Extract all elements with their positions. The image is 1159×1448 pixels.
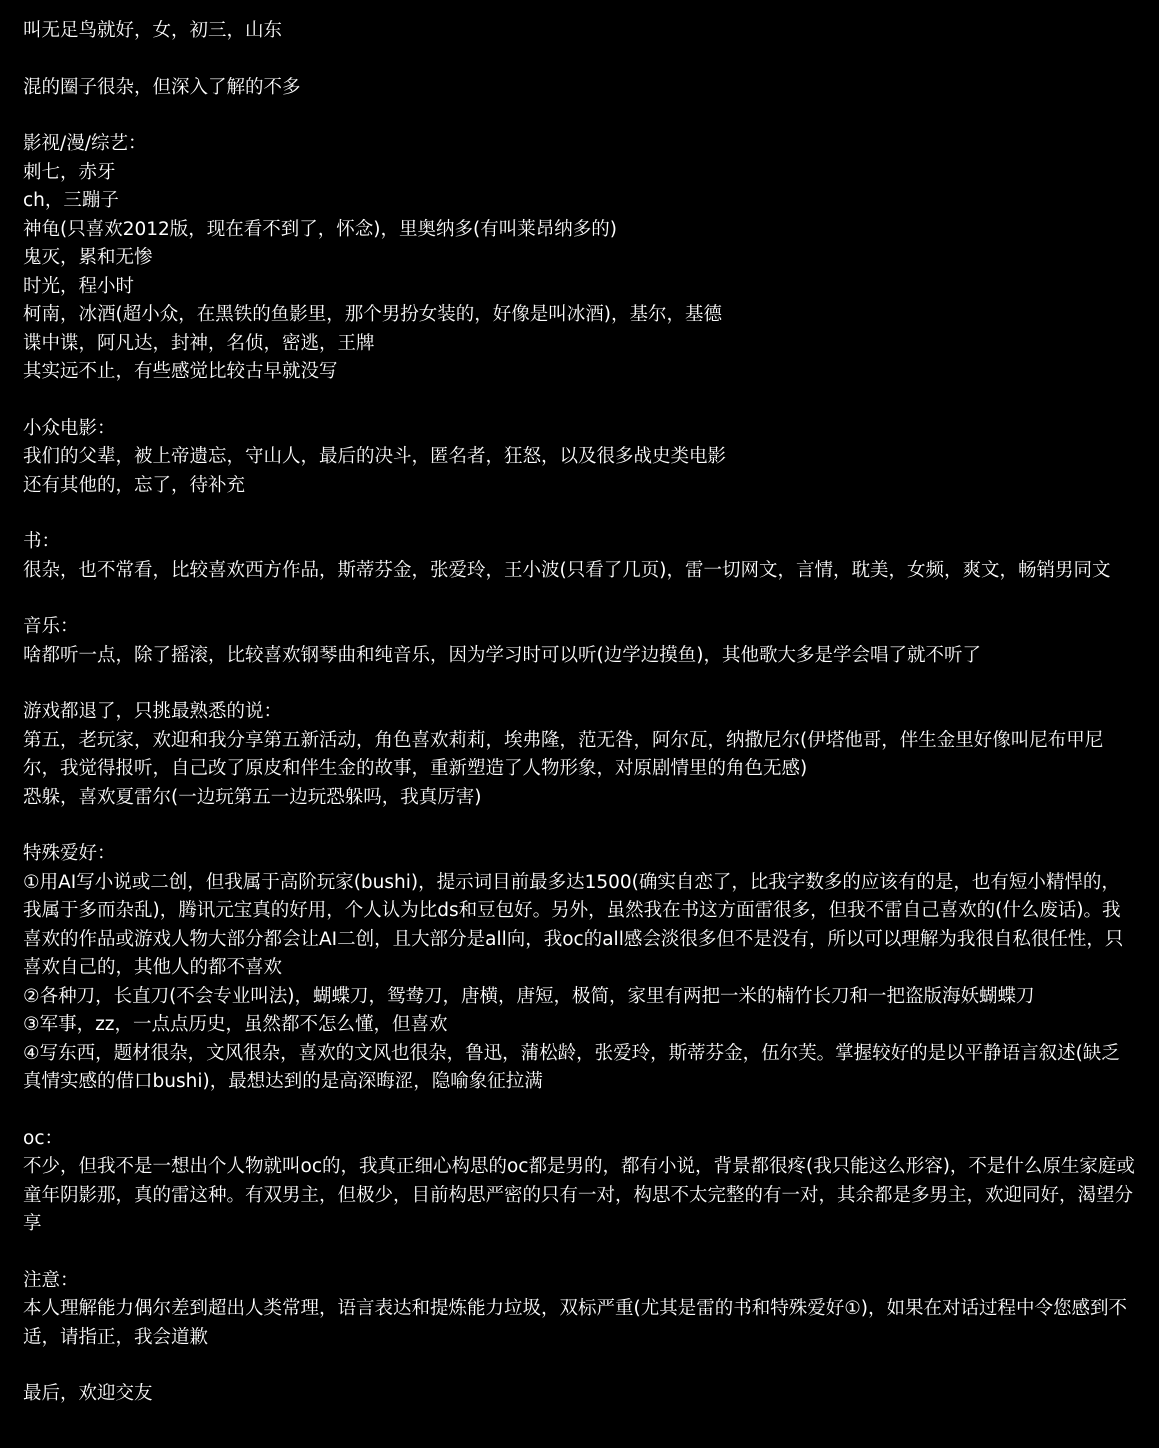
notice-section xyxy=(23,1267,1138,1353)
text-line: ①用AI写小说或二创，但我属于高阶玩家(bushi)，提示词目前最多达1500(确实自恋了，比我字数多的应该有的是，也有短小精悍的，我属于多而杂乱)，腾讯元宝真的好用，个人认为比ds和豆包好。另外，虽然我在书这方面雷很多，但我不雷自己喜欢的(什么废话)。我喜欢的作品或游戏人物大部分都会让AI二创，且大部分是all向，我oc的all感会淡很多但不是没有，所以可以理解为我很自私很任性，只喜欢自己的，其他人的都不喜欢 xyxy=(23,871,1124,978)
text-line: ③军事，zz，一点点历史，虽然都不怎么懂，但喜欢 xyxy=(23,1014,448,1035)
section-heading: 特殊爱好： xyxy=(23,843,116,864)
text-line: ②各种刀，长直刀(不会专业叫法)，蝴蝶刀，鸳鸯刀，唐横，唐短，极简，家里有两把一米的楠竹长刀和一把盗版海妖蝴蝶刀 xyxy=(23,985,1035,1007)
indie-movies-section xyxy=(23,415,1138,501)
text-line: 神龟(只喜欢2012版，现在看不到了，怀念)，里奥纳多(有叫莱昂纳多的) xyxy=(23,218,617,240)
text-line: 叫无足鸟就好，女，初三，山东 xyxy=(23,20,283,41)
text-line: 鬼灭，累和无惨 xyxy=(23,247,153,268)
text-line: 恐躲，喜欢夏雷尔(一边玩第五一边玩恐躲吗，我真厉害) xyxy=(23,786,482,808)
text-line: 其实远不止，有些感觉比较古早就没写 xyxy=(23,361,338,382)
text-line: 柯南，冰酒(超小众，在黑铁的鱼影里，那个男扮女装的，好像是叫冰酒)，基尔，基德 xyxy=(23,304,722,325)
section-heading: 书： xyxy=(23,531,61,552)
text-line: 混的圈子很杂，但深入了解的不多 xyxy=(23,76,301,98)
section-heading: 游戏都退了，只挑最熟悉的说： xyxy=(23,701,283,722)
text-line: 啥都听一点，除了摇滚，比较喜欢钢琴曲和纯音乐，因为学习时可以听(边学边摸鱼)，其他歌大多是学会唱了就不听了 xyxy=(23,644,981,666)
text-line: 谍中谍，阿凡达，封神，名侦，密逃，王牌 xyxy=(23,332,375,354)
oc-section xyxy=(23,1125,1138,1239)
text-line: 时光，程小时 xyxy=(23,275,135,297)
text-line: 不少，但我不是一想出个人物就叫oc的，我真正细心构思的oc都是男的，都有小说，背景都很疼(我只能这么形容)，不是什么原生家庭或童年阴影那，真的雷这种。有双男主，但极少，目前构思严密的只有一对，构思不太完整的有一对，其余都是多男主，欢迎同好，渴望分享 xyxy=(23,1156,1135,1234)
text-line: ch，三蹦子 xyxy=(23,190,119,211)
text-line: ④写东西，题材很杂，文风很杂，喜欢的文风也很杂，鲁迅，蒲松龄，张爱玲，斯蒂芬金，伍尔芙。掌握较好的是以平静语言叙述(缺乏真情实感的借口bushi)，最想达到的是高深晦涩，隐喻象征拉满 xyxy=(23,1042,1120,1092)
music-section xyxy=(23,613,1138,670)
intro-paragraph xyxy=(23,17,1138,46)
section-heading: 影视/漫/综艺： xyxy=(23,133,147,154)
text-line: 还有其他的，忘了，待补充 xyxy=(23,474,246,496)
section-heading: 注意： xyxy=(23,1269,79,1291)
text-line: 第五，老玩家，欢迎和我分享第五新活动，角色喜欢莉莉，埃弗隆，范无咎，阿尔瓦，纳撒尼尔(伊塔他哥，伴生金里好像叫尼布甲尼尔，我觉得报听，自己改了原皮和伴生金的故事，重新塑造了人物形象，对原剧情里的角色无感) xyxy=(23,729,1104,779)
profile-text-document xyxy=(23,17,1138,1437)
section-heading: 音乐： xyxy=(23,616,79,637)
circles-paragraph xyxy=(23,74,1138,103)
games-section xyxy=(23,698,1138,812)
text-line: 最后，欢迎交友 xyxy=(23,1383,153,1404)
text-line: 很杂，也不常看，比较喜欢西方作品，斯蒂芬金，张爱玲，王小波(只看了几页)，雷一切网文，言情，耽美，女频，爽文，畅销男同文 xyxy=(23,559,1111,581)
text-line: 本人理解能力偶尔差到超出人类常理，语言表达和提炼能力垃圾，双标严重(尤其是雷的书和特殊爱好①)，如果在对话过程中令您感到不适，请指正，我会道歉 xyxy=(23,1298,1128,1348)
closing-paragraph xyxy=(23,1380,1138,1409)
books-section xyxy=(23,528,1138,585)
special-hobbies-section xyxy=(23,840,1138,1097)
text-line: 我们的父辈，被上帝遗忘，守山人，最后的决斗，匿名者，狂怒，以及很多战史类电影 xyxy=(23,446,727,467)
text-line: 刺七，赤牙 xyxy=(23,161,116,183)
section-heading: 小众电影： xyxy=(23,417,116,439)
film-anime-section xyxy=(23,130,1138,387)
section-heading: oc： xyxy=(23,1127,63,1149)
